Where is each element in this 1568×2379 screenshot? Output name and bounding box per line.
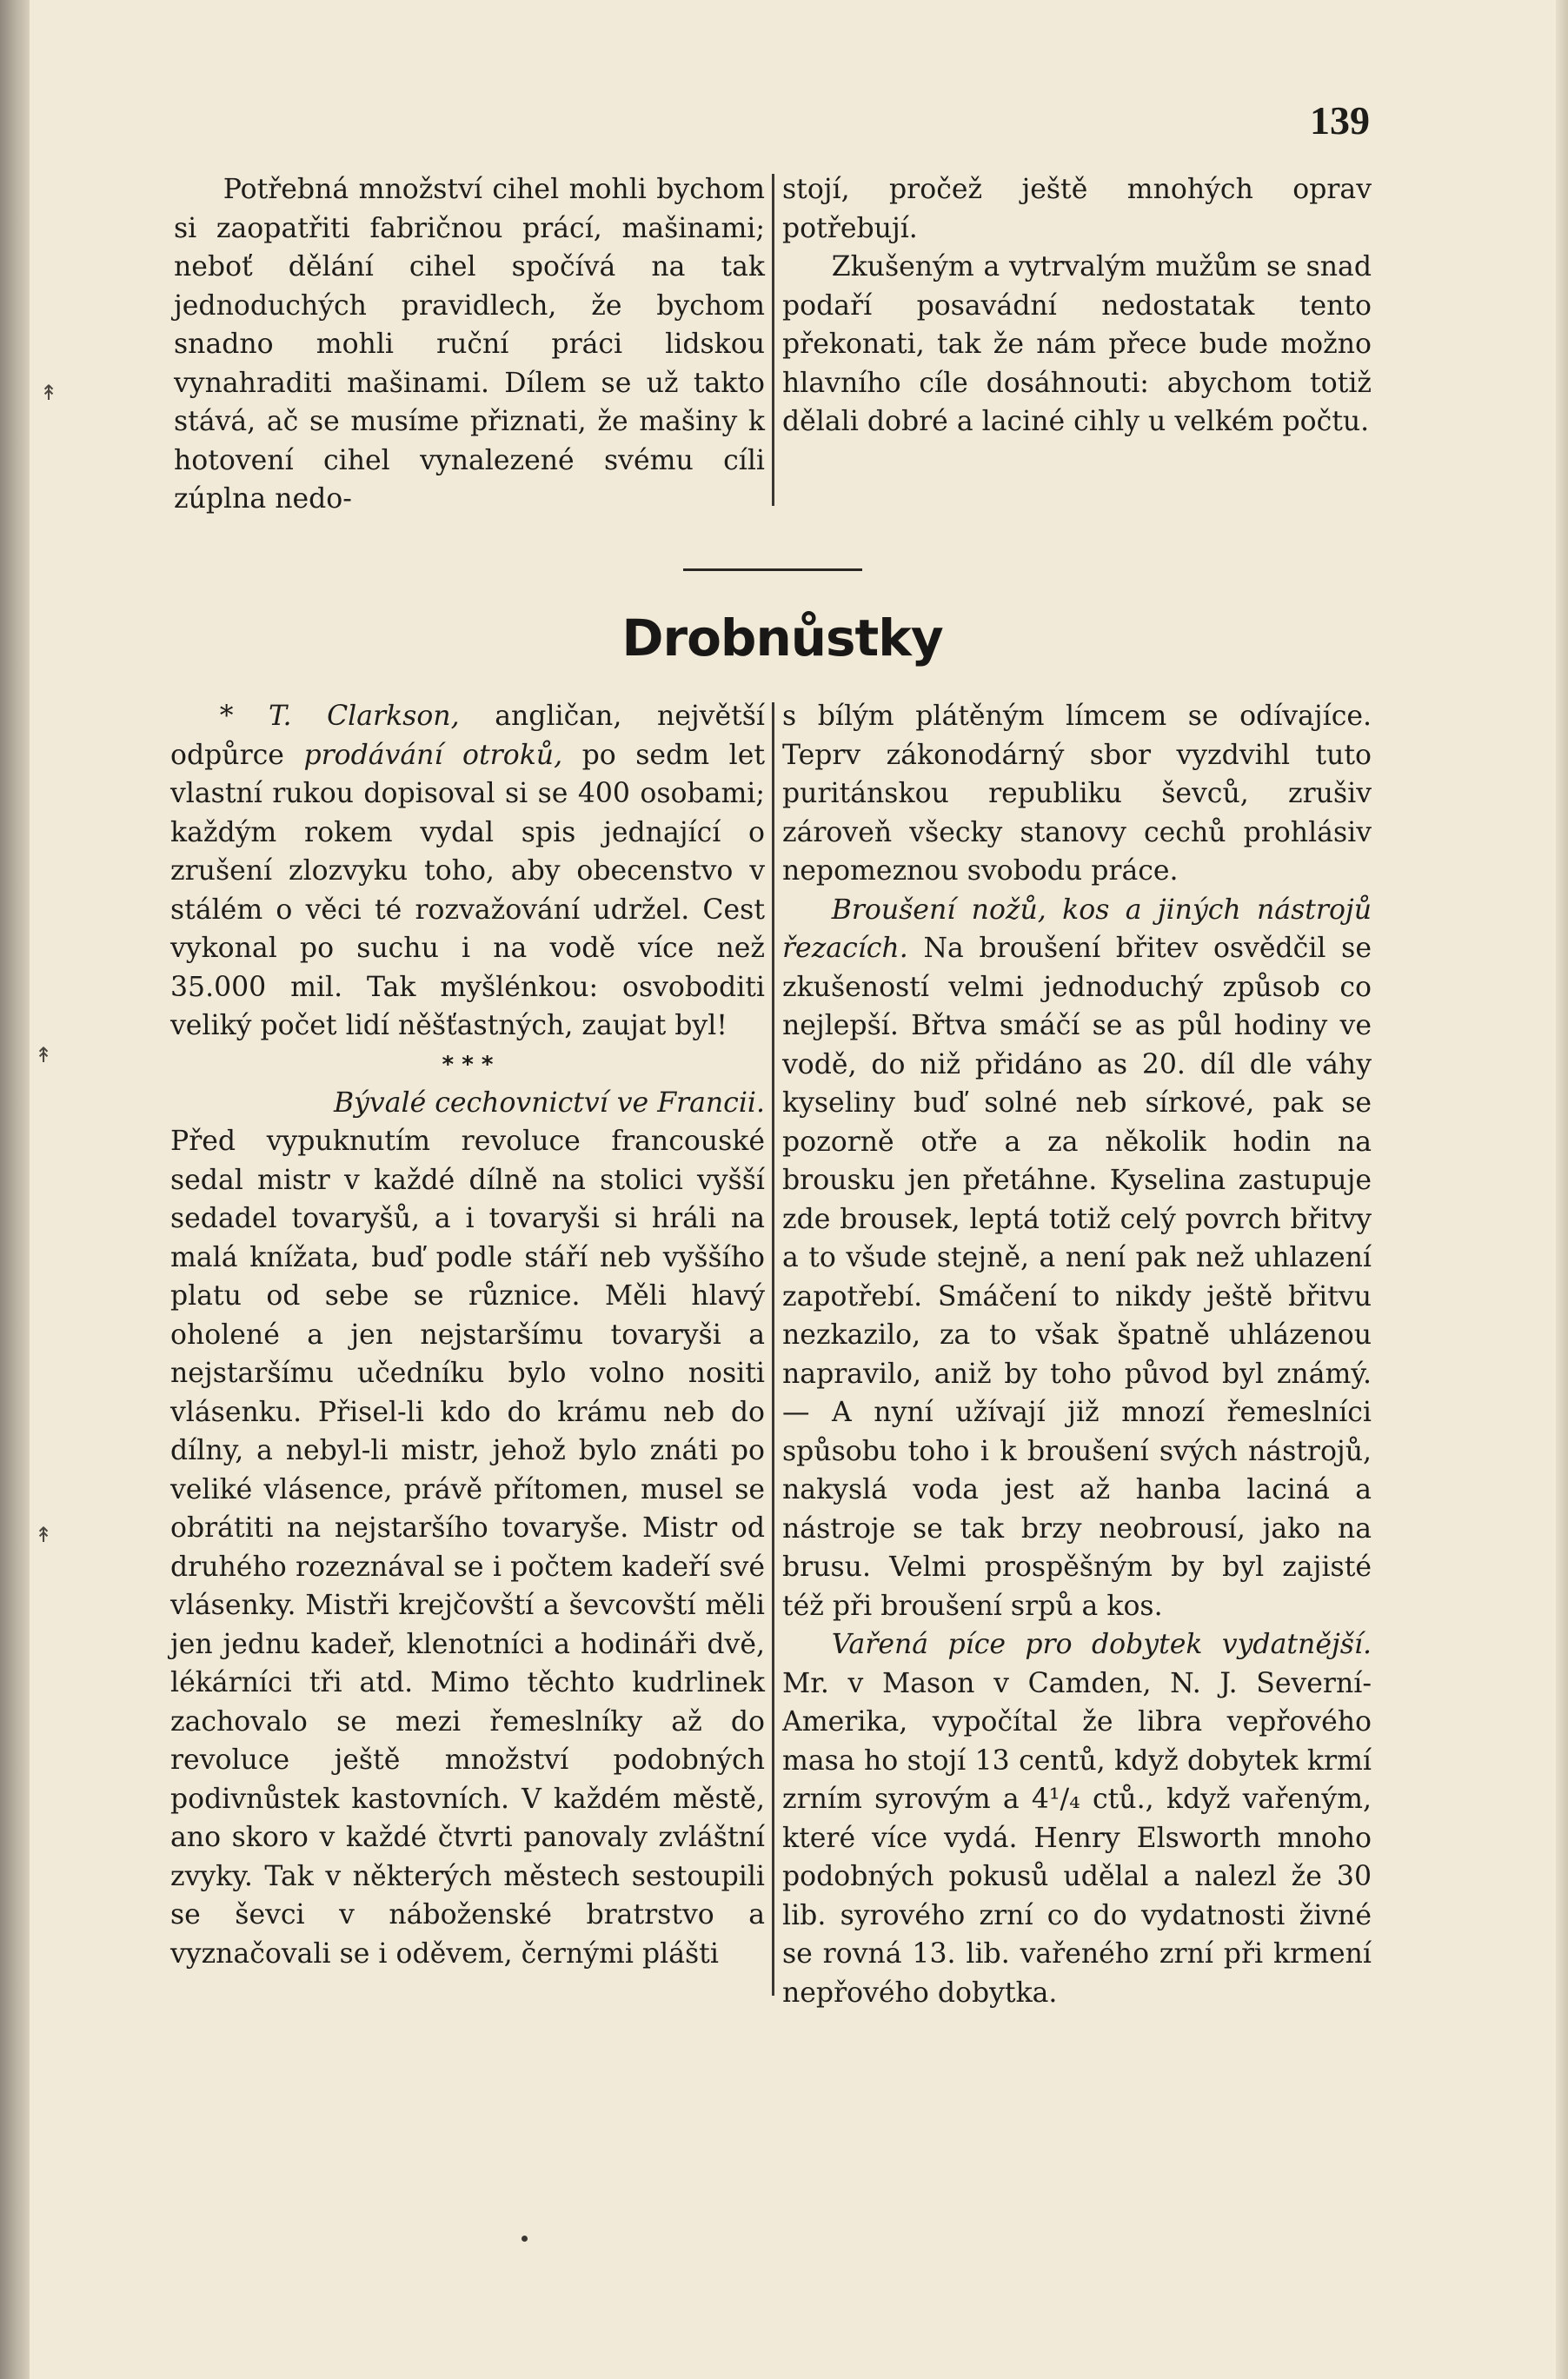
top-right-paragraph-2: Zkušeným a vytrvalým mužům se snad podaří posavádní nedostatak tento překonati, tak že nám přece bude možno hlavního cíle dosáhnouti: abychom totiž dělali dobré a laciné cihly u velkém počtu. <box>782 251 1372 437</box>
cechovnictvi-text: Před vypuknutím revoluce francouské sedal mistr v každé dílně na stolici vyšší sedadel tovaryšů, a i tovaryši si hráli na malá knížata, buď podle stáří neb vyššího platu od sebe se různice. Měli hlavý oholené a jen nejstaršímu tovaryši a nejstaršímu učedníku bylo volno nositi vlásenku. Přisel-li kdo do krámu neb do dílny, a nebyl-li mistr, jehož bylo znáti po veliké vlásence, právě přítomen, musel se obrátiti na nejstaršího tovaryše. Mistr od druhého rozeznával se i počtem kadeří své vlásenky. Mistři krejčovští a ševcovští měli jen jednu kadeř, klenotníci a hodináři dvě, lékárníci tři atd. Mimo těchto kudrlinek zachovalo se mezi řemeslníky až do revoluce ještě množství podobných podivnůstek kastovních. V každém městě, ano skoro v každé čtvrti panovaly zvláštní zvyky. Tak v některých městech sestoupili se ševci v náboženské bratrstvo a vyznačovali se i oděvem, černými plášti <box>170 1126 765 1970</box>
page-number: 139 <box>1310 98 1370 143</box>
top-right-paragraph-1: stojí, pročež ještě mnohých oprav potřebují. <box>782 174 1372 244</box>
column-divider-top <box>772 174 774 506</box>
bottom-left-column <box>170 697 765 1973</box>
ink-dot <box>522 2236 528 2242</box>
top-left-column <box>174 170 765 519</box>
margin-mark: ↟ <box>35 1043 53 1067</box>
clarkson-item: * T. Clarkson, angličan, největší odpůrce prodávání otroků, po sedm let vlastní rukou dopisoval si se 400 osobami; každým rokem vydal spis jednající o zrušení zlozvyku toho, aby obecenstvo v stálém o věci té rozvažování udržel. Cest vykonal po suchu i na vodě více než 35.000 mil. Tak myšlénkou: osvoboditi veliký počet lidí něšťastných, zaujat byl! <box>170 701 765 1041</box>
brouseni-title: Broušení nožů, kos a jiných nástrojů řezacích. <box>782 894 1372 964</box>
brouseni-item: Broušení nožů, kos a jiných nástrojů řezacích. Na broušení břitev osvědčil se zkušeností velmi jednoduchý způsob co nejlepší. Břtva smáčí se as půl hodiny ve vodě, do niž přidáno as 20. díl dle váhy kyseliny buď solné neb sírkové, pak se pozorně otře a za několik hodin na brousku jen přetáhne. Kyselina zastupuje zde brousek, leptá totiž celý povrch břitvy a to všude stejně, a není pak než uhlazení zapotřebí. Smáčení to nikdy ještě břitvu nezkazilo, za to však špatně uhlázenou napravilo, aniž by toho původ byl známý. — A nyní užívají již mnozí řemeslníci spůsobu toho i k broušení svých nástrojů, nakyslá voda jest až hanba laciná a nástroje se tak brzy neobrousí, jako na brusu. Velmi prospěšným by byl zajisté též při broušení srpů a kos. <box>782 894 1372 1622</box>
section-heading: Drobnůstky <box>621 608 943 668</box>
top-left-paragraph: Potřebná množství cihel mohli bychom si zaopatřiti fabričnou prácí, mašinami; neboť dělání cihel spočívá na tak jednoduchých pravidlech, že bychom snadno mohli ruční práci lidskou vynahraditi mašinami. Dílem se už takto stává, ač se musíme přiznati, že mašiny k hotovení cihel vynalezené svému cíli zúplna nedo- <box>174 174 765 515</box>
column-divider-bottom <box>772 702 774 1996</box>
section-rule <box>683 568 862 571</box>
clarkson-lead: * T. Clarkson, <box>219 701 460 732</box>
margin-mark: ↟ <box>35 1523 53 1547</box>
margin-mark: ↟ <box>40 381 58 405</box>
bottom-right-column <box>782 697 1372 2012</box>
clarkson-italic: prodávání otroků, <box>303 739 563 771</box>
page-edge <box>1556 0 1568 2379</box>
pice-item: Vařená píce pro dobytek vydatnější. Mr. v Mason v Camden, N. J. Severní-Amerika, vypočítal že libra vepřového masa ho stojí 13 centů, když dobytek krmí zrním syrovým a 4¹/₄ ctů., když vařeným, které více vydá. Henry Elsworth mnoho podobných pokusů udělal a nalezl že 30 lib. syrového zrní co do vydatnosti živné se rovná 13. lib. vařeného zrní při krmení nepřového dobytka. <box>782 1629 1372 2009</box>
pice-title: Vařená píce pro dobytek vydatnější. <box>831 1629 1372 1660</box>
top-right-column <box>782 170 1372 442</box>
book-spine-shadow <box>0 0 30 2379</box>
item-separator: * * * <box>442 1051 494 1078</box>
cechovnictvi-continued: s bílým plátěným límcem se odívajíce. Teprv zákonodárný sbor vyzdvihl tuto puritánskou republiku ševců, zrušiv zároveň všecky stanovy cechů prohlásiv nepomeznou svobodu práce. <box>782 701 1372 887</box>
cechovnictvi-title: Bývalé cechovnictví ve Francii. <box>333 1086 765 1119</box>
